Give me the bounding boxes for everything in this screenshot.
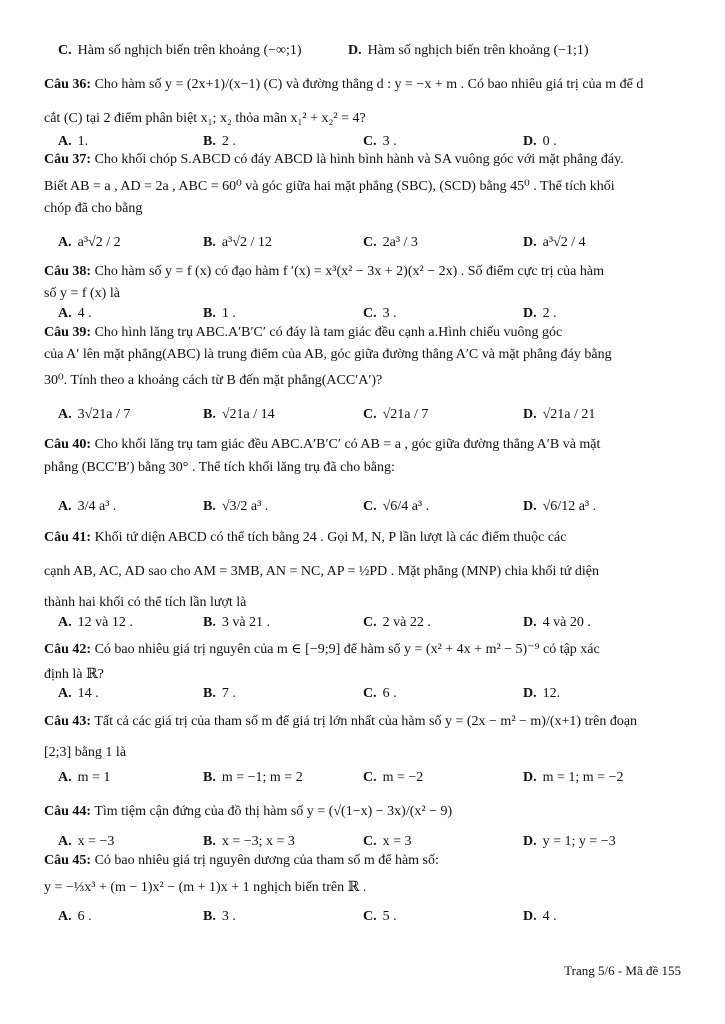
question-39-line3: 30⁰. Tính theo a khoảng cách từ B đến mặt phẳng(ACC′A′)?	[44, 373, 383, 388]
question-37-options	[58, 232, 685, 254]
page-footer: Trang 5/6 - Mã đề 155	[564, 963, 681, 978]
option-b: B. 7 .	[203, 686, 236, 701]
option-b: B. 1 .	[203, 306, 236, 321]
question-40-line2: phẳng (BCC′B′) bằng 30° . Thể tích khối lăng trụ đã cho bằng:	[44, 460, 395, 475]
question-43-options	[58, 767, 685, 789]
option-b: B. 2 .	[203, 134, 236, 149]
option-a: A. 3/4 a³ .	[58, 499, 117, 514]
question-42-options	[58, 683, 685, 705]
question-44: Câu 44: Tìm tiệm cận đứng của đồ thị hàm số y = (√(1−x) − 3x)/(x² − 9)	[44, 804, 453, 819]
option-c: C. 5 .	[363, 909, 397, 924]
option-b: B. √3/2 a³ .	[203, 499, 269, 514]
option-d: D. 4 và 20 .	[523, 615, 591, 630]
question-39-line2: của A′ lên mặt phẳng(ABC) là trung điểm của AB, góc giữa đường thẳng A′C và mặt phẳng đáy bằng	[44, 347, 612, 362]
option-d: D. m = 1; m = −2	[523, 770, 624, 785]
option-a: A. m = 1	[58, 770, 111, 785]
option-a: A. 14 .	[58, 686, 99, 701]
option-d: D. 4 .	[523, 909, 557, 924]
option-d: D. a³√2 / 4	[523, 235, 586, 250]
question-40: Câu 40: Cho khối lăng trụ tam giác đều ABC.A′B′C′ có AB = a , góc giữa đường thẳng A′B và mặt	[44, 437, 601, 452]
question-36-line2: cắt (C) tại 2 điểm phân biệt x₁; x₂ thỏa mãn x₁² + x₂² = 4?	[44, 111, 366, 126]
option-c: C. √21a / 7	[363, 407, 429, 422]
option-c: C. x = 3	[363, 834, 412, 849]
option-b: B. x = −3; x = 3	[203, 834, 295, 849]
option-a: A. 12 và 12 .	[58, 615, 133, 630]
option-d: D. √6/12 a³ .	[523, 499, 597, 514]
option-b: B. √21a / 14	[203, 407, 275, 422]
option-c: C. Hàm số nghịch biến trên khoảng (−∞;1)	[58, 43, 302, 58]
question-38: Câu 38: Cho hàm số y = f (x) có đạo hàm f ′(x) = x³(x² − 3x + 2)(x² − 2x) . Số điểm cực trị của hàm	[44, 264, 605, 279]
option-c: C. 2 và 22 .	[363, 615, 431, 630]
option-a: A. 3√21a / 7	[58, 407, 131, 422]
question-45: Câu 45: Có bao nhiêu giá trị nguyên dương của tham số m để hàm số:	[44, 853, 439, 868]
option-a: A. 4 .	[58, 306, 92, 321]
option-b: B. m = −1; m = 2	[203, 770, 303, 785]
question-41: Câu 41: Khối tứ diện ABCD có thể tích bằng 24 . Gọi M, N, P lần lượt là các điểm thuộc các	[44, 530, 567, 545]
option-b: B. 3 .	[203, 909, 236, 924]
question-38-options	[58, 303, 685, 325]
question-37-line2: Biết AB = a , AD = 2a , ABC = 60⁰ và góc giữa hai mặt phẳng (SBC), (SCD) bằng 45⁰ . Thể tích khối	[44, 179, 615, 194]
option-d: D. 12.	[523, 686, 561, 701]
option-a: A. a³√2 / 2	[58, 235, 121, 250]
option-a: A. 1.	[58, 134, 89, 149]
option-d: D. √21a / 21	[523, 407, 596, 422]
question-44-options	[58, 831, 685, 853]
question-41-options	[58, 612, 685, 634]
question-40-options	[58, 496, 685, 518]
question-41-line3: thành hai khối có thể tích lần lượt là	[44, 595, 247, 610]
question-39-options	[58, 404, 685, 426]
option-b: B. a³√2 / 12	[203, 235, 272, 250]
question-45-options	[58, 906, 685, 928]
question-43-line2: [2;3] bằng 1 là	[44, 745, 127, 760]
option-d: D. 2 .	[523, 306, 557, 321]
option-c: C. 3 .	[363, 134, 397, 149]
option-c: C. 3 .	[363, 306, 397, 321]
question-39: Câu 39: Cho hình lăng trụ ABC.A′B′C′ có đáy là tam giác đều cạnh a.Hình chiếu vuông góc	[44, 325, 563, 340]
option-b: B. 3 và 21 .	[203, 615, 271, 630]
option-d: D. y = 1; y = −3	[523, 834, 616, 849]
prev-question-options	[58, 40, 685, 62]
option-c: C. √6/4 a³ .	[363, 499, 430, 514]
option-c: C. 2a³ / 3	[363, 235, 418, 250]
question-37-line3: chóp đã cho bằng	[44, 201, 143, 216]
question-43: Câu 43: Tất cả các giá trị của tham số m để giá trị lớn nhất của hàm số y = (2x − m² − m)/(x+1) trên đoạn	[44, 714, 638, 729]
question-38-line2: số y = f (x) là	[44, 286, 120, 301]
question-45-line2: y = −⅓x³ + (m − 1)x² − (m + 1)x + 1 nghịch biến trên ℝ .	[44, 880, 367, 895]
option-a: A. 6 .	[58, 909, 92, 924]
question-41-line2: cạnh AB, AC, AD sao cho AM = 3MB, AN = NC, AP = ½PD . Mặt phẳng (MNP) chia khối tứ diện	[44, 564, 599, 579]
question-42-line2: định là ℝ?	[44, 667, 104, 682]
question-36: Câu 36: Cho hàm số y = (2x+1)/(x−1) (C) và đường thẳng d : y = −x + m . Có bao nhiêu giá trị của m để d	[44, 77, 644, 92]
option-d: D. Hàm số nghịch biến trên khoảng (−1;1)	[348, 43, 589, 58]
option-a: A. x = −3	[58, 834, 115, 849]
question-42: Câu 42: Có bao nhiêu giá trị nguyên của m ∈ [−9;9] để hàm số y = (x² + 4x + m² − 5)⁻⁹ có tập xác	[44, 642, 600, 657]
question-37: Câu 37: Cho khối chóp S.ABCD có đáy ABCD là hình bình hành và SA vuông góc với mặt phẳng đáy.	[44, 152, 624, 167]
option-c: C. 6 .	[363, 686, 397, 701]
option-c: C. m = −2	[363, 770, 424, 785]
option-d: D. 0 .	[523, 134, 557, 149]
